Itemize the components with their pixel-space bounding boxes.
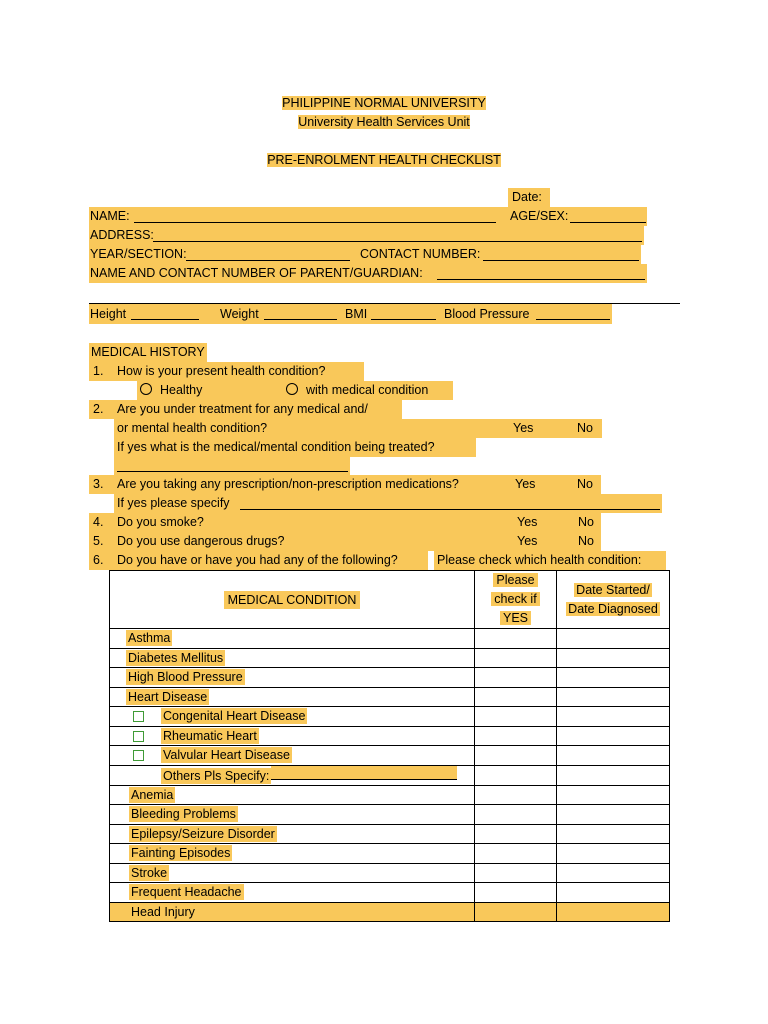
condition-label: Diabetes Mellitus [128, 650, 224, 665]
q3-no[interactable]: No [577, 477, 593, 491]
check-cell[interactable] [475, 844, 557, 864]
check-cell[interactable] [475, 687, 557, 707]
condition-label: Head Injury [131, 904, 195, 919]
date-cell[interactable] [557, 746, 670, 766]
q3-yes[interactable]: Yes [515, 477, 536, 491]
table-row [110, 648, 670, 668]
condition-cell [110, 805, 475, 825]
condition-label: Asthma [128, 631, 171, 646]
address-label: ADDRESS: [90, 228, 154, 242]
table-row [110, 805, 670, 825]
page-title: PRE-ENROLMENT HEALTH CHECKLIST [267, 153, 501, 167]
check-cell[interactable] [475, 765, 557, 785]
condition-label: Heart Disease [128, 689, 208, 704]
condition-label: Rheumatic Heart [163, 728, 257, 743]
q2-line2: or mental health condition? Yes No [114, 419, 602, 438]
check-cell[interactable] [475, 629, 557, 649]
col-date: Date Started/ Date Diagnosed [557, 571, 670, 629]
q2-yes[interactable]: Yes [513, 421, 534, 435]
q6: 6. Do you have or have you had any of the following? [89, 551, 428, 570]
bp-label: Blood Pressure [444, 307, 530, 321]
check-cell[interactable] [475, 805, 557, 825]
q4-yes[interactable]: Yes [517, 515, 538, 529]
q3-answer-field[interactable] [240, 496, 660, 510]
table-row [110, 668, 670, 688]
date-cell[interactable] [557, 863, 670, 883]
q1-options [137, 381, 453, 400]
condition-cell [110, 629, 475, 649]
check-cell[interactable] [475, 726, 557, 746]
q5-no[interactable]: No [578, 534, 594, 548]
condition-cell [110, 668, 475, 688]
table-row [110, 746, 670, 766]
q4: 4. Do you smoke? Yes No [89, 513, 601, 532]
bmi-field[interactable] [371, 306, 436, 320]
condition-label: High Blood Pressure [128, 670, 243, 685]
q2: 2. Are you under treatment for any medical and/ [89, 400, 402, 419]
bmi-label: BMI [345, 307, 368, 321]
condition-cell [110, 765, 475, 785]
condition-label: Stroke [131, 865, 168, 880]
radio-icon[interactable] [140, 383, 152, 395]
check-cell[interactable] [475, 648, 557, 668]
date-cell[interactable] [557, 765, 670, 785]
q1: 1. How is your present health condition? [89, 362, 364, 381]
agesex-label: AGE/SEX: [510, 209, 569, 223]
date-cell[interactable] [557, 824, 670, 844]
date-cell[interactable] [557, 707, 670, 727]
check-cell[interactable] [475, 883, 557, 903]
parent-label: NAME AND CONTACT NUMBER OF PARENT/GUARDIAN: [90, 266, 423, 280]
q2-answer-field[interactable] [117, 458, 348, 472]
col-check: Please check if YES [475, 571, 557, 629]
condition-cell [110, 707, 475, 727]
checkbox-icon[interactable] [133, 731, 144, 742]
col-medical-condition: MEDICAL CONDITION [110, 571, 475, 629]
date-cell[interactable] [557, 844, 670, 864]
weight-label: Weight [220, 307, 259, 321]
q5-yes[interactable]: Yes [517, 534, 538, 548]
condition-cell [110, 824, 475, 844]
condition-cell [110, 883, 475, 903]
table-row [110, 629, 670, 649]
year-contact-row [89, 245, 641, 264]
date-cell[interactable] [557, 668, 670, 688]
q3: 3. Are you taking any prescription/non-prescription medications? Yes No [89, 475, 601, 494]
agesex-field[interactable] [570, 209, 646, 223]
medical-condition-table [109, 570, 670, 922]
unit-name: University Health Services Unit [298, 115, 470, 129]
history-title: MEDICAL HISTORY [89, 343, 207, 362]
condition-cell [110, 746, 475, 766]
table-row [110, 765, 670, 785]
name-row [89, 207, 647, 226]
others-specify-field[interactable] [271, 766, 457, 780]
condition-cell [110, 687, 475, 707]
condition-cell [110, 863, 475, 883]
height-field[interactable] [131, 306, 199, 320]
check-cell[interactable] [475, 707, 557, 727]
condition-label: Bleeding Problems [131, 807, 236, 822]
healthy-option[interactable]: Healthy [140, 381, 202, 400]
address-row [89, 226, 644, 245]
date-cell[interactable] [557, 648, 670, 668]
table-row [110, 902, 670, 922]
condition-cell [110, 648, 475, 668]
condition-cell [110, 785, 475, 805]
check-cell[interactable] [475, 746, 557, 766]
address-field[interactable] [153, 228, 642, 242]
date-label: Date: [508, 188, 550, 207]
check-cell[interactable] [475, 863, 557, 883]
height-label: Height [90, 307, 127, 321]
yearsection-field[interactable] [186, 247, 350, 261]
checkbox-icon[interactable] [133, 750, 144, 761]
condition-label: Valvular Heart Disease [163, 748, 290, 763]
check-cell[interactable] [475, 785, 557, 805]
q4-no[interactable]: No [578, 515, 594, 529]
q3-followup: If yes please specify [114, 494, 662, 513]
condition-cell [110, 726, 475, 746]
table-row [110, 844, 670, 864]
university-name: PHILIPPINE NORMAL UNIVERSITY [282, 96, 486, 110]
condition-label: Frequent Headache [131, 885, 242, 900]
condition-label: Congenital Heart Disease [163, 709, 306, 724]
condition-label: Anemia [131, 787, 174, 802]
date-cell[interactable] [557, 902, 670, 922]
date-cell[interactable] [557, 805, 670, 825]
name-label: NAME: [90, 209, 130, 223]
condition-cell [110, 902, 475, 922]
date-cell[interactable] [557, 726, 670, 746]
condition-label: Epilepsy/Seizure Disorder [131, 826, 275, 841]
contact-field[interactable] [483, 247, 639, 261]
date-cell[interactable] [557, 785, 670, 805]
check-cell[interactable] [475, 902, 557, 922]
checkbox-icon[interactable] [133, 711, 144, 722]
date-cell[interactable] [557, 687, 670, 707]
vitals-row [89, 304, 612, 324]
q5: 5. Do you use dangerous drugs? Yes No [89, 532, 601, 551]
radio-icon[interactable] [286, 383, 298, 395]
name-field[interactable] [134, 209, 496, 223]
q2-no[interactable]: No [577, 421, 593, 435]
bp-field[interactable] [536, 306, 610, 320]
q6-instruction: Please check which health condition: [434, 551, 666, 570]
condition-cell [110, 844, 475, 864]
table-row [110, 687, 670, 707]
table-row [110, 824, 670, 844]
condition-label: Others Pls Specify: [163, 768, 270, 783]
weight-field[interactable] [264, 306, 337, 320]
q2-followup: If yes what is the medical/mental condition being treated? [114, 438, 476, 457]
parent-row [89, 264, 647, 283]
table-row [110, 863, 670, 883]
check-cell[interactable] [475, 824, 557, 844]
parent-field[interactable] [437, 266, 645, 280]
condition-label: Fainting Episodes [131, 846, 231, 861]
date-cell[interactable] [557, 629, 670, 649]
table-row [110, 726, 670, 746]
yearsection-label: YEAR/SECTION: [90, 247, 187, 261]
medical-condition-option[interactable]: with medical condition [286, 381, 428, 400]
date-cell[interactable] [557, 883, 670, 903]
table-row [110, 883, 670, 903]
table-row [110, 785, 670, 805]
contact-label: CONTACT NUMBER: [360, 247, 481, 261]
q2-answer-row [114, 457, 350, 475]
table-row [110, 707, 670, 727]
check-cell[interactable] [475, 668, 557, 688]
table-header-row [110, 571, 670, 629]
